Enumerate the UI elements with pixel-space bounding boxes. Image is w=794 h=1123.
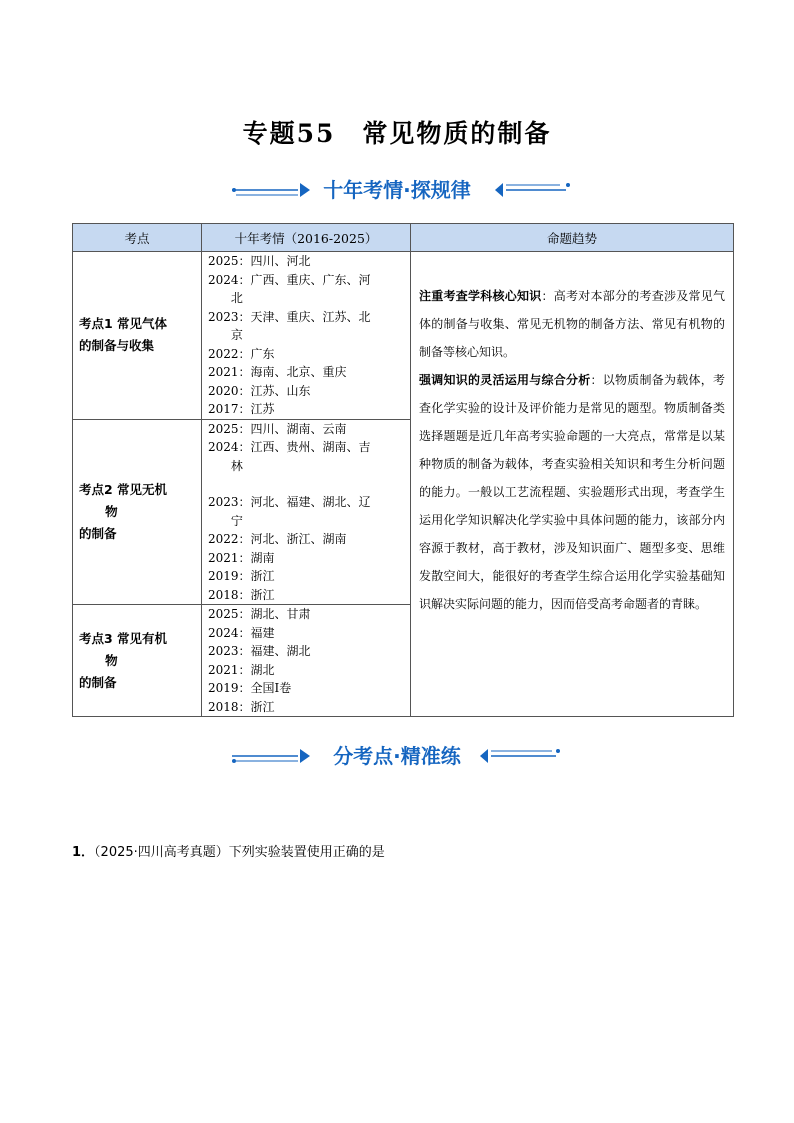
section-banner-practice	[0, 736, 794, 776]
table-header-years: 十年考情（2016-2025）	[202, 224, 411, 252]
banner-title: 十年考情·探规律	[323, 178, 471, 202]
topic-table	[72, 223, 734, 717]
table-row	[73, 252, 734, 420]
question-text: 下列实验装置使用正确的是	[228, 845, 385, 860]
question-source: （2025·四川高考真题）	[94, 845, 229, 860]
question-1	[72, 843, 385, 863]
years-cell: 2025：四川、湖南、云南 2024：江西、贵州、湖南、吉 林 2023：河北、福建、湖北、辽 宁 2022：河北、浙江、湖南 2021：湖南 2019：浙江 2018：浙江	[202, 419, 411, 605]
trend-cell	[411, 252, 734, 717]
topic-cell: 考点3 常见有机 物 的制备	[73, 605, 202, 717]
trend-heading-1: 注重考查学科核心知识	[419, 289, 542, 303]
years-cell: 2025：四川、河北 2024：广西、重庆、广东、河 北 2023：天津、重庆、江苏、北 京 2022：广东 2021：海南、北京、重庆 2020：江苏、山东 2017：江苏	[202, 252, 411, 420]
trend-text-1: ：高考对本部分的考查涉及常见气体的制备与收集、常见无机物的制备方法、常见有机物的制备等核心知识。	[419, 289, 725, 359]
years-cell: 2025：湖北、甘肃 2024：福建 2023：福建、湖北 2021：湖北 2019：全国Ⅰ卷 2018：浙江	[202, 605, 411, 717]
question-number: 1．	[72, 845, 95, 860]
page-title: 专题55 常见物质的制备	[242, 119, 552, 148]
table-header-trend: 命题趋势	[411, 224, 734, 252]
table-header-topic: 考点	[73, 224, 202, 252]
section-banner-trends	[0, 170, 794, 210]
trend-text-2: ：以物质制备为载体，考查化学实验的设计及评价能力是常见的题型。物质制备类选择题题是近几年高考实验命题的一大亮点，常常是以某种物质的制备为载体，考查实验相关知识和考生分析问题的能力。一般以工艺流程题、实验题形式出现，考查学生运用化学知识解决化学实验中具体问题的能力，该部分内容源于教材，高于教材，涉及知识面广、题型多变、思维发散空间大，能很好的考查学生综合运用化学实验基础知识解决实际问题的能力，因而倍受高考命题者的青睐。	[419, 373, 725, 611]
table-header-row	[73, 224, 734, 252]
trend-heading-2: 强调知识的灵活运用与综合分析	[419, 373, 591, 387]
banner-title: 分考点·精准练	[333, 744, 461, 768]
topic-cell: 考点2 常见无机 物 的制备	[73, 419, 202, 605]
topic-cell: 考点1 常见气体 的制备与收集	[73, 252, 202, 420]
